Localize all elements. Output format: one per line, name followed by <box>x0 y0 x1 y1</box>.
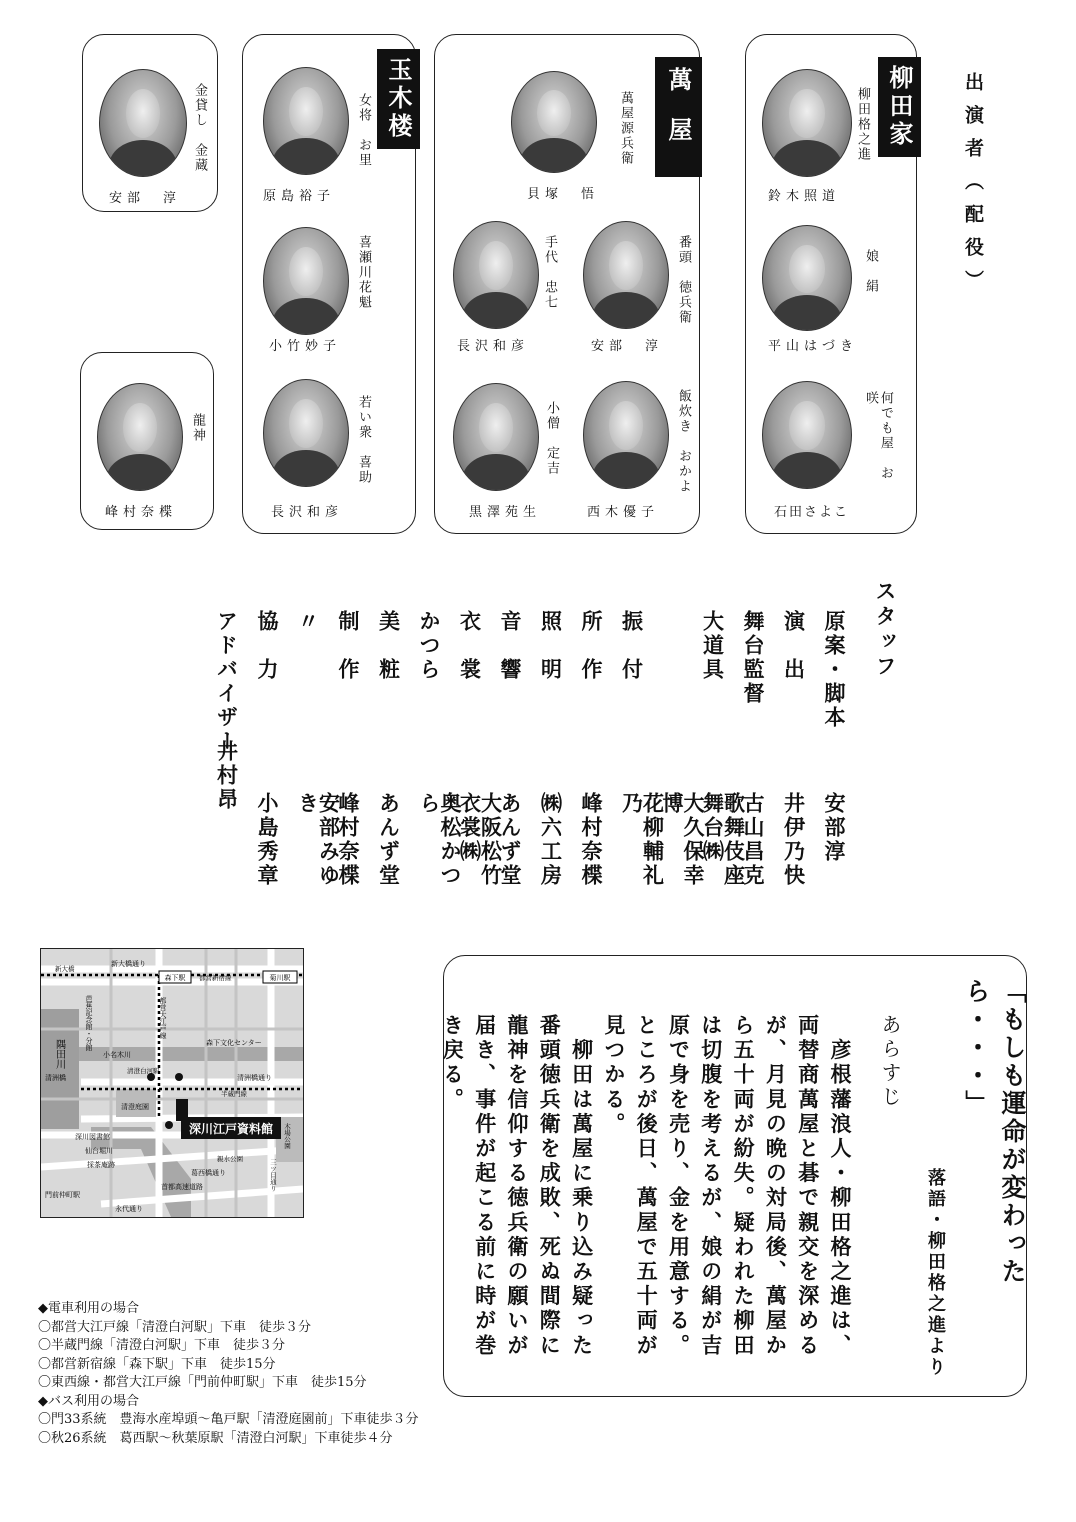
synopsis-line: 届き、事件が起こる前に時が巻 <box>472 1014 498 1359</box>
staff-name: 峰村奈楪 <box>579 792 604 888</box>
actor-name: 長沢和彦 <box>271 505 344 520</box>
role-label: 金貸し 金蔵 <box>191 83 207 173</box>
train-route: 〇東西線・都営大江戸線「門前仲町駅」下車 徒歩15分 <box>38 1375 367 1390</box>
portrait-photo <box>263 379 349 487</box>
access-map <box>40 948 304 1218</box>
train-route: 〇都営新宿線「森下駅」下車 徒歩15分 <box>38 1356 276 1372</box>
role-label: 萬屋源兵衛 <box>617 91 633 166</box>
synopsis-line: き戻る。 <box>440 1014 466 1113</box>
access-info <box>38 1300 419 1448</box>
venue-label: 深川江戸資料館 <box>188 1122 274 1136</box>
actor-name: 鈴木照道 <box>768 189 841 204</box>
map-label: 清洲橋通り <box>237 1074 272 1082</box>
bus-route: 〇秋26系統 葛西駅〜秋葉原駅「清澄白河駅」下車徒歩４分 <box>38 1430 393 1446</box>
synopsis-line: は切腹を考えるが、娘の絹が吉 <box>698 1014 724 1359</box>
actor-name: 安部 淳 <box>109 191 182 206</box>
staff-name: 花柳輔礼乃 <box>619 792 666 888</box>
bus-route: 〇門33系統 豊海水産埠頭〜亀戸駅「清澄庭園前」下車徒歩３分 <box>38 1412 419 1427</box>
cast-title: 出演者（配役） <box>962 72 984 303</box>
map-label: 森下文化センター <box>206 1039 262 1047</box>
map-label: 木場公園 <box>283 1123 291 1149</box>
staff-name: 大久保幸博 <box>660 792 706 888</box>
portrait-photo <box>453 383 539 491</box>
role-label: 飯炊き おかよ <box>675 389 691 494</box>
staff-name: 奥松かつら <box>417 792 463 888</box>
train-heading: ◆電車利用の場合 <box>38 1301 139 1316</box>
map-label: 葛西橋通り <box>191 1169 226 1177</box>
staff-role: 協 力 <box>255 610 280 682</box>
group-label-yorozuya: 萬屋 <box>655 57 702 177</box>
staff-name: あんず堂 <box>376 792 402 888</box>
synopsis-body <box>440 1014 864 1384</box>
staff-role: 音 響 <box>498 610 523 682</box>
staff-name: 安部みゆき <box>295 792 342 888</box>
portrait-photo <box>762 69 852 177</box>
actor-name: 平山はづき <box>768 339 859 354</box>
staff-name: 大阪松竹衣裳㈱ <box>457 792 504 888</box>
synopsis-line: ところが後日、萬屋で五十両が <box>634 1014 660 1359</box>
map-label: 都営大江戸線 <box>159 997 167 1039</box>
staff-name: 井伊乃快 <box>781 792 807 888</box>
actor-name: 貝塚 悟 <box>527 187 600 202</box>
map-label: 菊川駅 <box>269 974 291 982</box>
map-label: 新大橋 <box>55 965 75 973</box>
staff-role: 照 明 <box>538 610 564 682</box>
actor-name: 石田さよこ <box>774 505 850 520</box>
map-label: 門前仲町駅 <box>45 1191 80 1199</box>
map-label: 芭蕉記念館・分館 <box>85 995 93 1051</box>
portrait-photo <box>263 67 349 175</box>
synopsis-line: 龍神を信仰する徳兵衛の願いが <box>505 1014 530 1359</box>
actor-name: 峰村奈楪 <box>105 505 178 520</box>
staff-name: あんず堂 <box>498 792 523 888</box>
synopsis-title: 「もしも運命が変わったら・・・」 <box>962 978 1027 1286</box>
map-label: 清澄庭園 <box>121 1103 149 1111</box>
map-label: 深川図書館 <box>75 1133 110 1141</box>
portrait-photo <box>583 381 669 489</box>
group-label-yanagida: 柳田家 <box>878 57 921 157</box>
role-label: 娘 絹 <box>862 249 878 294</box>
synopsis-line: ら五十両が紛失。疑われた柳田 <box>731 1014 757 1359</box>
portrait-photo <box>583 221 669 329</box>
actor-name: 黒澤苑生 <box>469 505 542 520</box>
map-label: 新大橋通り <box>111 960 146 968</box>
cast-box-kinzo <box>82 34 218 212</box>
synopsis-line: 両替商萬屋と碁で親交を深める <box>795 1014 821 1359</box>
map-label: 小名木川 <box>103 1051 131 1059</box>
portrait-photo <box>762 381 852 489</box>
staff-role: 振 付 <box>619 610 645 682</box>
train-route: 〇都営大江戸線「清澄白河駅」下車 徒歩３分 <box>38 1319 312 1335</box>
role-label: 手代 忠七 <box>541 235 557 310</box>
role-label: 小僧 定吉 <box>543 401 559 476</box>
staff-section <box>214 580 900 900</box>
synopsis-line: 見つかる。 <box>601 1014 627 1137</box>
staff-name: 峰村奈楪 <box>336 792 361 888</box>
staff-role: 所 作 <box>579 610 604 682</box>
role-label: 柳田格之進 <box>854 87 870 162</box>
staff-name: 古山昌克 <box>741 792 766 888</box>
synopsis-line: 柳田は萬屋に乗り込み疑った <box>569 1014 595 1359</box>
map-graphic <box>41 949 303 1217</box>
map-label: 半蔵門線 <box>221 1090 247 1098</box>
role-label: 若い衆 喜助 <box>355 395 371 485</box>
staff-role: 〃 <box>295 610 321 634</box>
staff-name: 歌舞伎座舞台㈱ <box>700 792 747 888</box>
role-label: 龍神 <box>189 413 205 443</box>
staff-role: 舞台監督 <box>741 610 766 706</box>
role-label: 女将 お里 <box>355 93 371 168</box>
cast-box-yorozuya <box>434 34 700 534</box>
staff-role: 美 粧 <box>376 610 402 682</box>
portrait-photo <box>97 383 183 491</box>
staff-name: 井村昂 <box>214 740 240 812</box>
staff-role: 制 作 <box>336 610 361 682</box>
staff-heading: スタッフ <box>873 580 898 680</box>
staff-name: 小島秀章 <box>255 792 280 888</box>
synopsis-line: が、月見の晩の対局後、萬屋か <box>763 1014 789 1359</box>
map-label: 清洲橋 <box>45 1074 66 1082</box>
map-label: 森下駅 <box>164 974 186 982</box>
actor-name: 原島裕子 <box>263 189 336 204</box>
staff-name: 安部淳 <box>822 792 847 864</box>
cast-box-yanagida <box>745 34 917 534</box>
train-route: 〇半蔵門線「清澄白河駅」下車 徒歩３分 <box>38 1338 286 1353</box>
synopsis-heading: あらすじ <box>878 1014 902 1110</box>
map-label: 三ツ目通り <box>269 1159 277 1192</box>
map-label: 親水公園 <box>217 1155 243 1163</box>
synopsis-line: 原で身を売り、金を用意する。 <box>666 1014 692 1359</box>
map-label: 首都高速道路 <box>161 1183 203 1191</box>
actor-name: 西木優子 <box>587 505 660 520</box>
staff-name: ㈱六工房 <box>538 792 564 888</box>
synopsis-subtitle: 落語・柳田格之進より <box>925 1168 946 1378</box>
bus-heading: ◆バス利用の場合 <box>38 1393 139 1409</box>
staff-role: 演 出 <box>781 610 807 682</box>
map-label: 採茶庵跡 <box>87 1161 115 1169</box>
portrait-photo <box>762 225 852 331</box>
cast-box-tamakiro <box>242 34 416 534</box>
map-label: 清澄白河駅 <box>127 1067 160 1075</box>
role-label: 何でも屋 お咲 <box>862 391 893 481</box>
staff-role: かつら <box>417 610 442 682</box>
map-label: 永代通り <box>115 1205 143 1213</box>
cast-box-ryujin <box>80 352 214 530</box>
portrait-photo <box>453 221 539 329</box>
staff-role: 衣 裳 <box>457 610 483 682</box>
group-label-tamakiro: 玉木楼 <box>377 49 420 149</box>
actor-name: 長沢和彦 <box>457 339 530 354</box>
map-label: 隅田川 <box>53 1039 65 1069</box>
synopsis-line: 番頭徳兵衛を成敗、死ぬ間際に <box>537 1014 563 1359</box>
staff-role: 原案・脚本 <box>822 610 847 730</box>
staff-role: アドバイザー <box>214 610 240 754</box>
map-label: 都営新宿線 <box>199 974 232 982</box>
map-label: 仙台堀川 <box>85 1147 113 1155</box>
synopsis-line: 彦根藩浪人・柳田格之進は、 <box>828 1014 853 1359</box>
actor-name: 小竹妙子 <box>269 339 342 354</box>
role-label: 番頭 徳兵衛 <box>675 235 691 325</box>
staff-role: 大道具 <box>700 610 726 682</box>
portrait-photo <box>263 227 349 335</box>
actor-name: 安部 淳 <box>591 339 664 354</box>
portrait-photo <box>511 71 597 173</box>
portrait-photo <box>99 69 187 177</box>
synopsis-box <box>440 955 1027 1397</box>
role-label: 喜瀬川花魁 <box>355 235 371 310</box>
